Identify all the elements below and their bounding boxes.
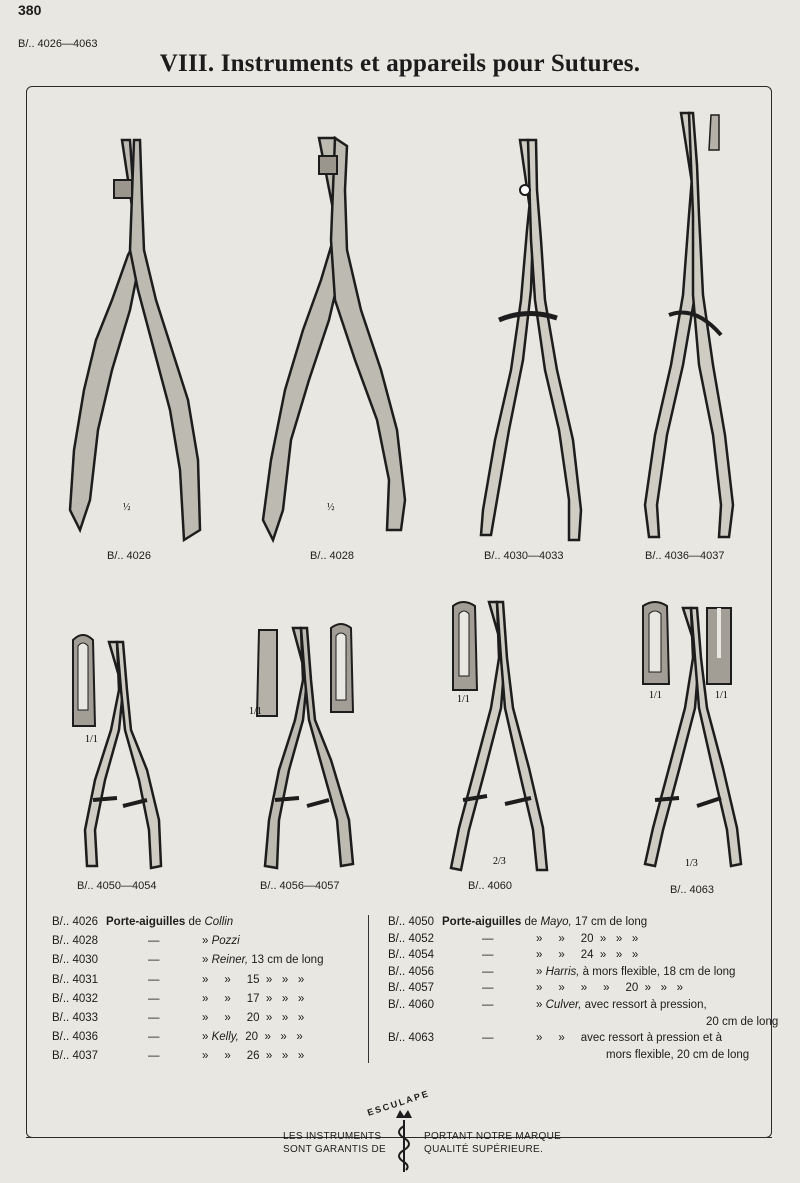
legend-description: Porte-aiguilles de Mayo, 17 cm de long — [442, 916, 648, 928]
scale-label: ½ — [327, 502, 335, 513]
needle-holder-4036-illustration — [635, 105, 745, 550]
legend-ref: B/.. 4054 — [388, 949, 435, 962]
legend-ref: B/.. 4028 — [52, 935, 99, 948]
page-title: VIII. Instruments et appareils pour Sutures. — [159, 50, 641, 77]
legend-description: » » 24 » » » — [536, 949, 639, 962]
legend-ref: B/.. 4060 — [388, 999, 435, 1011]
instrument-label-4050-4054: B/.. 4050—4054 — [77, 880, 157, 892]
legend-dash: — — [482, 965, 494, 978]
legend-description: » » 15 » » » — [202, 973, 305, 986]
brand-mark-text: ESCULAPE — [366, 1088, 431, 1118]
instrument-label-4026: B/.. 4026 — [107, 550, 152, 562]
needle-holder-4030-illustration — [465, 130, 595, 550]
legend-dash: — — [482, 1032, 494, 1045]
instrument-label-4030-4033: B/.. 4030—4033 — [484, 550, 564, 562]
legend-description: mors flexible, 20 cm de long — [606, 1048, 750, 1061]
legend-ref: B/.. 4052 — [388, 932, 435, 945]
legend-divider — [368, 915, 369, 1063]
scale-label: 1/1 — [85, 734, 98, 745]
legend-description: » » 20 » » » — [536, 932, 639, 945]
footer-rule-left — [26, 1137, 278, 1138]
legend-description: » » 17 » » » — [202, 992, 305, 1005]
legend-dash: — — [148, 1050, 160, 1063]
legend-ref: B/.. 4033 — [52, 1012, 99, 1024]
legend-ref: B/.. 4032 — [52, 992, 99, 1005]
legend-dash: — — [148, 935, 160, 948]
legend-description: » Culver, avec ressort à pression, — [536, 999, 707, 1011]
scale-label: 1/3 — [685, 858, 698, 869]
case-scale-left-label: 1/1 — [649, 690, 662, 701]
page-number: 380 — [18, 2, 42, 18]
footer-rule-right — [552, 1137, 772, 1138]
legend-ref: B/.. 4036 — [52, 1031, 99, 1044]
legend-description: » Reiner, 13 cm de long — [202, 954, 324, 967]
legend-description: Porte-aiguilles de Collin — [106, 916, 234, 928]
scale-label: 1/1 — [249, 706, 262, 717]
legend-ref: B/.. 4037 — [52, 1050, 99, 1063]
legend-dash: — — [482, 999, 494, 1011]
legend-ref: B/.. 4026 — [52, 916, 99, 928]
instrument-label-4056-4057: B/.. 4056—4057 — [260, 880, 340, 892]
needle-holder-4063-illustration — [635, 598, 755, 883]
legend-dash: — — [148, 954, 160, 967]
scale-label: 2/3 — [493, 856, 506, 867]
needle-holder-4026-illustration — [60, 130, 210, 550]
legend-ref: B/.. 4063 — [388, 1032, 435, 1045]
legend-ref: B/.. 4030 — [52, 954, 99, 967]
instrument-label-4028: B/.. 4028 — [310, 550, 355, 562]
legend-ref: B/.. 4050 — [388, 916, 435, 928]
case-scale-label: 1/1 — [457, 694, 470, 705]
legend-description: » Harris, à mors flexible, 18 cm de long — [536, 965, 736, 978]
legend-description: » Kelly, 20 » » » — [202, 1031, 303, 1044]
scale-label: ½ — [123, 502, 131, 513]
page-range: B/.. 4026—4063 — [18, 38, 98, 50]
legend-dash: — — [482, 982, 494, 995]
caduceus-logo-icon — [390, 1108, 418, 1174]
case-scale-right-label: 1/1 — [715, 690, 728, 701]
legend-description: » » 20 » » » — [202, 1012, 305, 1024]
needle-holder-4060-illustration — [435, 598, 565, 883]
legend-dash: — — [482, 949, 494, 962]
legend-description: » Pozzi — [202, 935, 240, 948]
legend-ref: B/.. 4031 — [52, 973, 99, 986]
legend-dash: — — [148, 1031, 160, 1044]
legend-dash: — — [148, 992, 160, 1005]
instrument-label-4063: B/.. 4063 — [670, 884, 715, 896]
instrument-label-4060: B/.. 4060 — [468, 880, 513, 892]
footer-guarantee-right: PORTANT NOTRE MARQUE QUALITÉ SUPÉRIEURE. — [424, 1131, 562, 1155]
needle-holder-4050-illustration — [65, 630, 175, 880]
legend-description: » » » » 20 » » » — [536, 982, 684, 995]
legend-ref: B/.. 4057 — [388, 982, 435, 995]
legend-description: 20 cm de long — [706, 1015, 779, 1028]
needle-holder-4056-illustration — [245, 620, 365, 880]
legend-dash: — — [482, 932, 494, 945]
instrument-label-4036-4037: B/.. 4036—4037 — [645, 550, 725, 562]
legend-dash: — — [148, 1012, 160, 1024]
legend-description: » » avec ressort à pression et à — [536, 1032, 723, 1045]
footer-guarantee-left: LES INSTRUMENTS SONT GARANTIS DE — [283, 1131, 386, 1155]
legend-description: » » 26 » » » — [202, 1050, 305, 1063]
legend-dash: — — [148, 973, 160, 986]
needle-holder-4028-illustration — [255, 130, 415, 550]
legend-ref: B/.. 4056 — [388, 965, 435, 978]
